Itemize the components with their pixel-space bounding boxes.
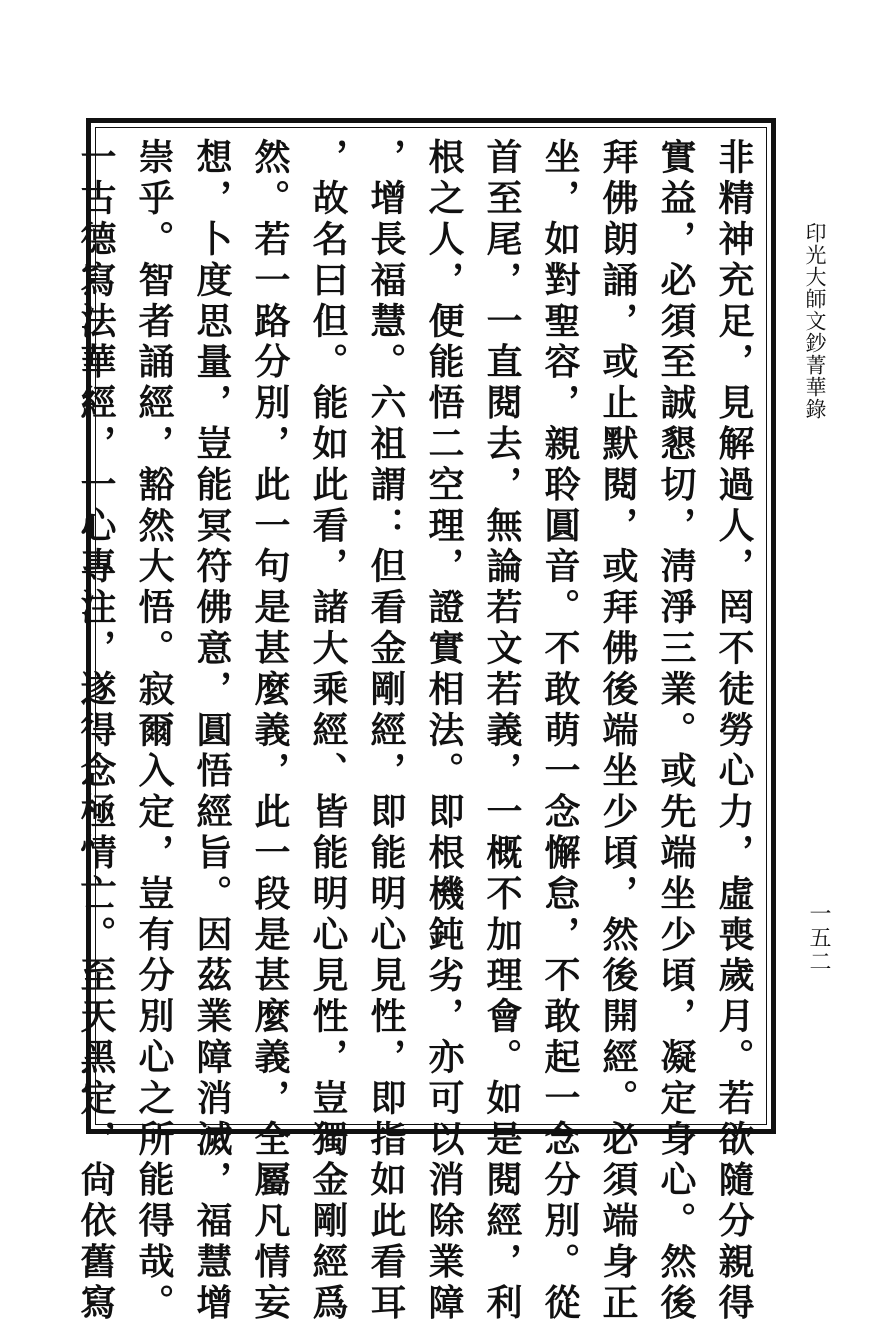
text-column-12: 一古德寫法華經，一心專注，遂得念極情亡。至天黑定，尙依舊寫 (75, 138, 117, 1324)
running-header-book-title: 印光大師文鈔菁華錄 (803, 222, 827, 420)
text-column-8: ，故名曰但。能如此看，諸大乘經、皆能明心見性，豈獨金剛經爲 (307, 138, 349, 1324)
text-column-1: 非精神充足，見解過人，罔不徒勞心力，虛喪歲月。若欲隨分親得 (713, 138, 755, 1324)
text-column-3: 拜佛朗誦，或止默閱，或拜佛後端坐少頃，然後開經。必須端身正 (597, 138, 639, 1324)
text-column-9: 然。若一路分別，此一句是甚麼義，此一段是甚麼義，全屬凡情妄 (249, 138, 291, 1324)
text-column-7: ，增長福慧。六祖謂：但看金剛經，即能明心見性，即指如此看耳 (365, 138, 407, 1324)
text-column-4: 坐，如對聖容，親聆圓音。不敢萌一念懈怠，不敢起一念分別。從 (539, 138, 581, 1324)
page-number: 一五二 (806, 902, 831, 974)
text-column-6: 根之人，便能悟二空理，證實相法。即根機鈍劣，亦可以消除業障 (423, 138, 465, 1324)
main-text-body (75, 138, 763, 1324)
text-column-11: 崇乎。智者誦經，豁然大悟。寂爾入定，豈有分別心之所能得哉。 (133, 138, 175, 1324)
text-column-5: 首至尾，一直閱去，無論若文若義，一概不加理會。如是閱經，利 (481, 138, 523, 1324)
text-column-2: 實益，必須至誠懇切，淸淨三業。或先端坐少頃，凝定身心。然後 (655, 138, 697, 1324)
text-column-10: 想，卜度思量，豈能冥符佛意，圓悟經旨。因茲業障消滅，福慧增 (191, 138, 233, 1324)
